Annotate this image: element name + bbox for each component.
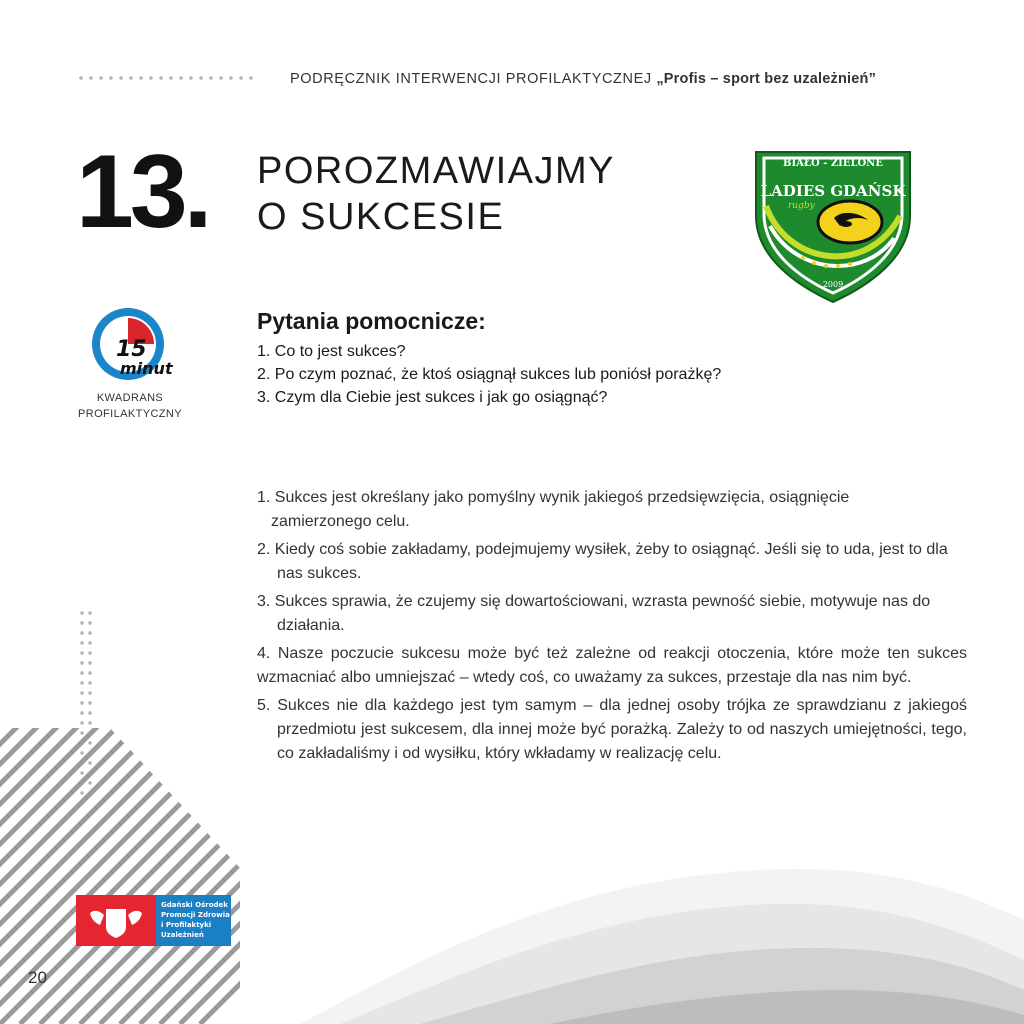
answer-item-4: 4. Nasze poczucie sukcesu może być też zależne od reakcji otoczenia, które może ten sukces wzmacniać albo umniejszać – wtedy coś, co uważamy za sukces, przestaje dla nas nim być.: [257, 645, 967, 686]
chapter-title-line2: O SUKCESIE: [257, 196, 505, 238]
answer-1-line2: zamierzonego celu.: [271, 513, 410, 530]
questions-heading: Pytania pomocnicze:: [257, 308, 486, 334]
chapter-title: [257, 148, 615, 240]
badge-caption: [60, 390, 200, 422]
badge-caption-line2: PROFILAKTYCZNY: [77, 408, 182, 420]
header-dot-row: [76, 75, 256, 81]
chapter-number: 13.: [76, 134, 209, 250]
question-item: 2. Po czym poznać, że ktoś osiągnął sukces lub poniósł porażkę?: [257, 366, 722, 383]
institution-line2: Promocji Zdrowia: [161, 911, 230, 919]
institution-line4: Uzależnień: [161, 931, 204, 939]
running-header-bold-title: „Profis – sport bez uzależnień”: [656, 71, 877, 87]
kwadrans-clock-icon: [84, 304, 184, 384]
chapter-title-line1: POROZMAWIAJMY: [257, 150, 615, 192]
page-number: 20: [28, 968, 47, 987]
badge-number: 15: [116, 337, 147, 362]
institution-logo: [76, 895, 231, 946]
answer-1-line1: 1. Sukces jest określany jako pomyślny wynik jakiegoś przedsięwzięcia, osiągnięcie: [257, 489, 850, 506]
answer-item-5: 5. Sukces nie dla każdego jest tym samym – dla jednej osoby trójka ze sprawdzianu z jakiegoś przedmiotu jest sukcesem, dla innej może być porażką. Zależy to od naszych umiejętności, tego, co zakładaliśmy i od wysiłku, który wkładamy w realizację celu.: [257, 697, 967, 762]
badge-caption-line1: KWADRANS: [96, 392, 164, 404]
logo-club-name: LADIES GDAŃSK: [760, 182, 906, 200]
answer-item-1: [257, 486, 967, 534]
logo-year: 2009: [822, 280, 844, 289]
institution-line3: i Profilaktyki: [161, 921, 212, 929]
running-header: [290, 71, 876, 87]
running-header-title: PODRĘCZNIK INTERWENCJI PROFILAKTYCZNEJ: [290, 71, 652, 87]
question-item: 1. Co to jest sukces?: [257, 343, 406, 360]
question-item: 3. Czym dla Ciebie jest sukces i jak go osiągnąć?: [257, 389, 608, 406]
questions-list: [257, 340, 721, 409]
logo-sub-text: rugby: [788, 201, 815, 211]
logo-top-text: BIAŁO - ZIELONE: [783, 158, 883, 169]
decorative-swoosh: [300, 840, 1024, 1024]
institution-line1: Gdański Ośrodek: [161, 901, 228, 909]
ladies-gdansk-logo: [748, 146, 918, 306]
answer-item-2: 2. Kiedy coś sobie zakładamy, podejmujemy wysiłek, żeby to osiągnąć. Jeśli się to uda, jest to dla nas sukces.: [257, 541, 948, 582]
answers-list: [257, 486, 967, 770]
badge-unit: minut: [120, 359, 173, 378]
answer-item-3: 3. Sukces sprawia, że czujemy się dowartościowani, wzrasta pewność siebie, motywuje nas do działania.: [257, 593, 931, 634]
